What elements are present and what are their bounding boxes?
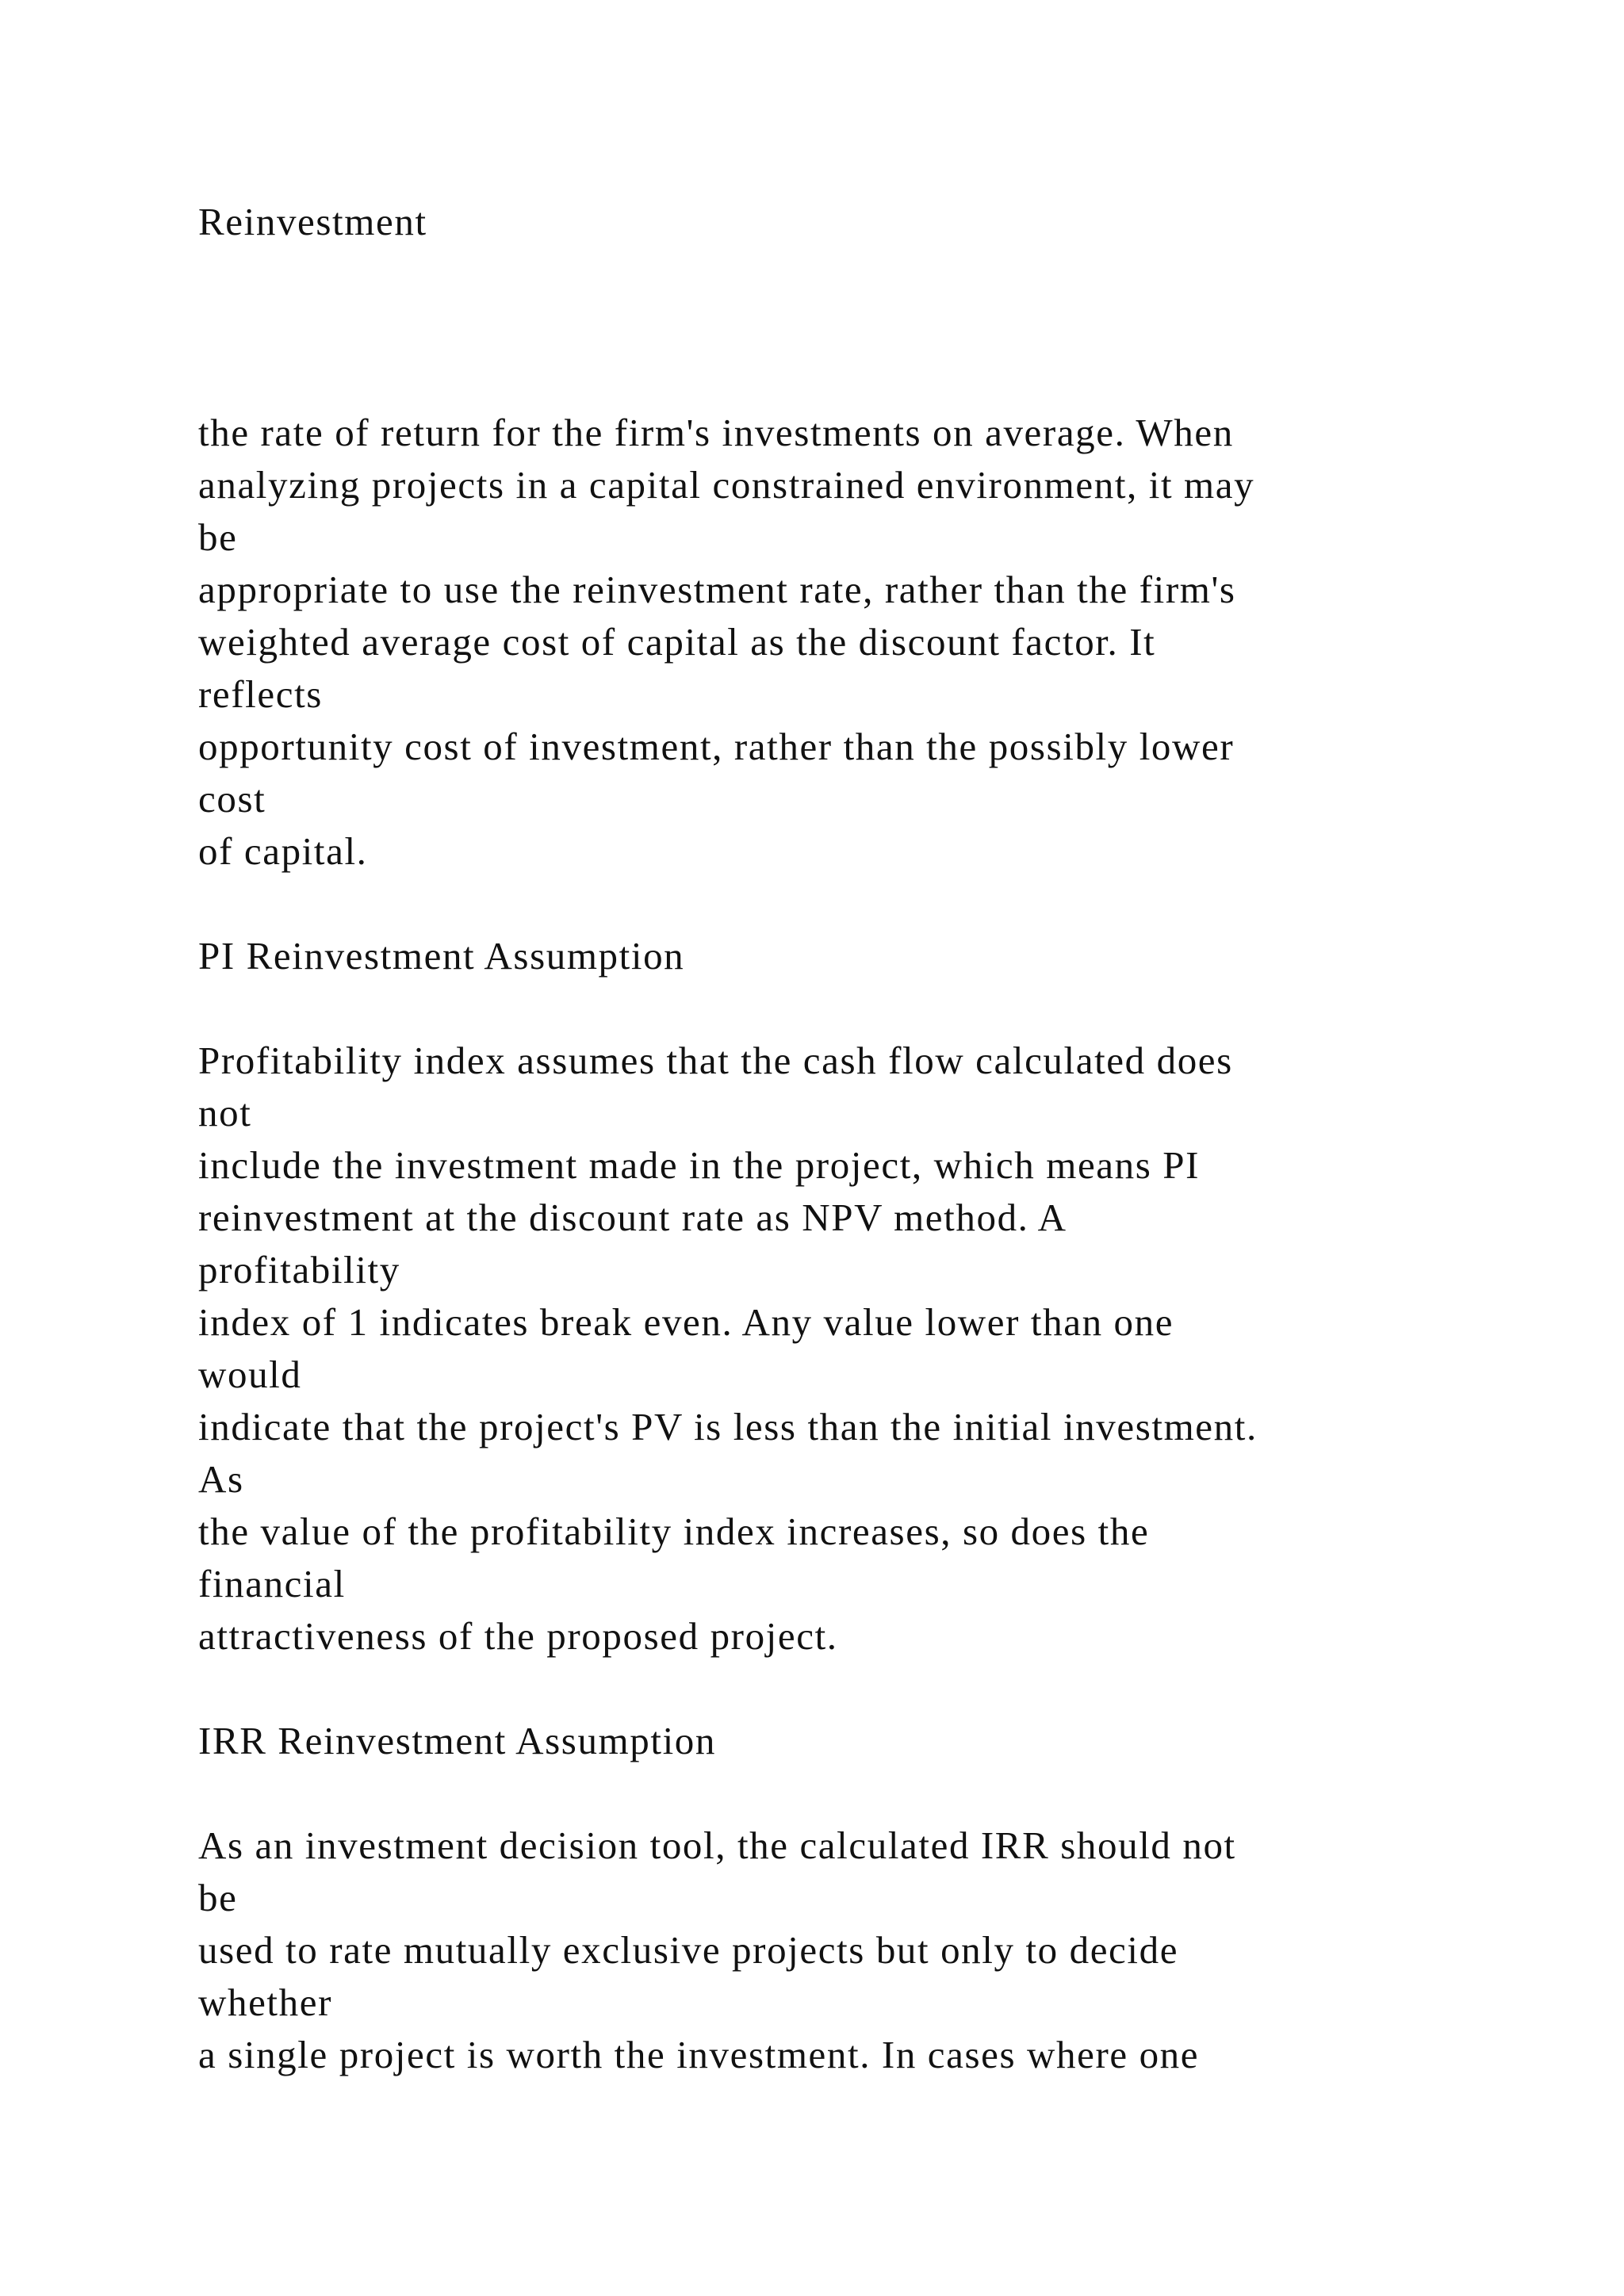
text-line: opportunity cost of investment, rather than the possibly lower — [198, 725, 1235, 768]
section-heading: PI Reinvestment Assumption — [198, 934, 685, 978]
text-line: be — [198, 1876, 238, 1919]
text-line: Profitability index assumes that the cash flow calculated does — [198, 1039, 1233, 1082]
text-line: profitability — [198, 1248, 400, 1292]
text-line: reinvestment at the discount rate as NPV method. A — [198, 1196, 1067, 1239]
text-line: include the investment made in the project, which means PI — [198, 1143, 1201, 1187]
text-line: would — [198, 1353, 302, 1396]
text-line: the rate of return for the firm's investments on average. When — [198, 411, 1234, 454]
text-line: reflects — [198, 672, 323, 716]
text-line: As — [198, 1457, 244, 1501]
section-heading: IRR Reinvestment Assumption — [198, 1719, 716, 1762]
text-line: a single project is worth the investment. In cases where one — [198, 2033, 1200, 2076]
text-line: weighted average cost of capital as the discount factor. It — [198, 620, 1156, 664]
text-line: As an investment decision tool, the calculated IRR should not — [198, 1823, 1236, 1867]
text-line: analyzing projects in a capital constrained environment, it may — [198, 463, 1255, 507]
text-line: the value of the profitability index increases, so does the — [198, 1510, 1150, 1553]
text-line: financial — [198, 1562, 346, 1605]
text-line: cost — [198, 777, 266, 821]
document-heading: Reinvestment — [198, 200, 427, 243]
text-line: be — [198, 515, 238, 559]
text-line: used to rate mutually exclusive projects but only to decide — [198, 1928, 1179, 1972]
text-line: appropriate to use the reinvestment rate, rather than the firm's — [198, 568, 1236, 611]
text-line: indicate that the project's PV is less than the initial investment. — [198, 1405, 1258, 1448]
text-line: attractiveness of the proposed project. — [198, 1614, 838, 1658]
text-line: of capital. — [198, 829, 368, 873]
text-line: not — [198, 1091, 252, 1135]
text-line: whether — [198, 1980, 333, 2024]
text-line: index of 1 indicates break even. Any value lower than one — [198, 1300, 1174, 1344]
